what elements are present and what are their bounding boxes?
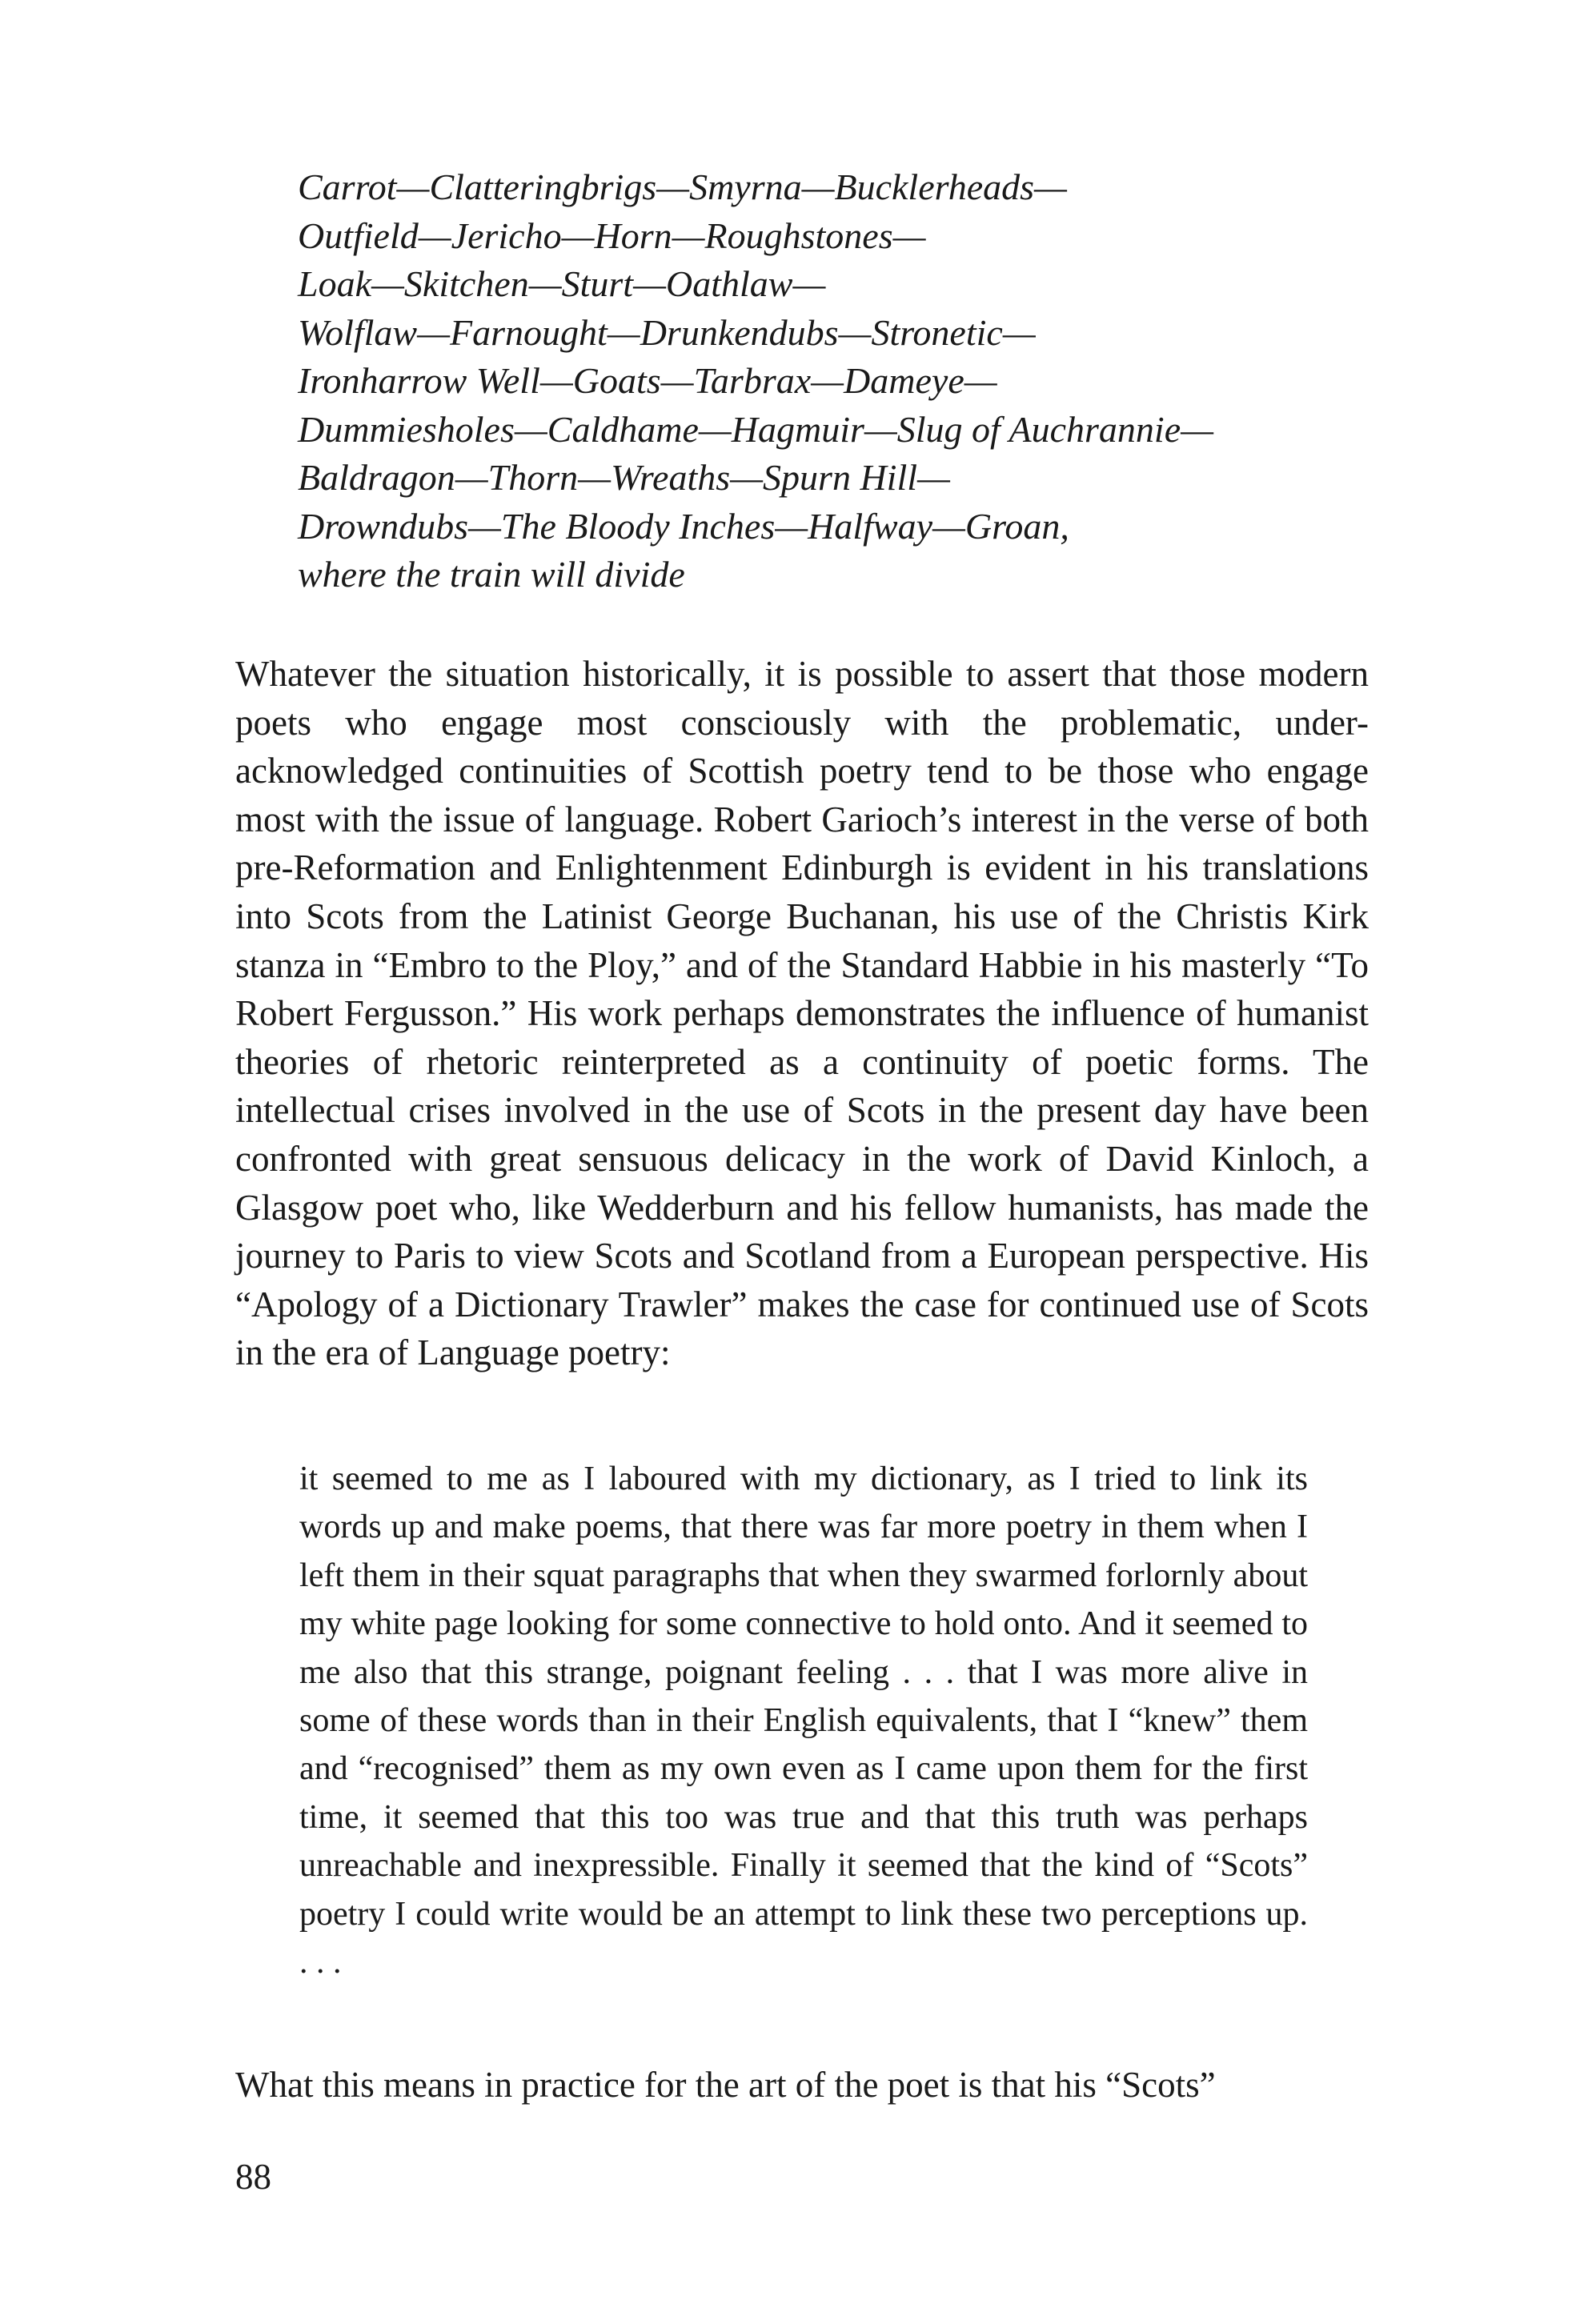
block-quote: it seemed to me as I laboured with my dictionary, as I tried to link its words up and make poems, that there was far more poetry in them when I left them in their squat paragraphs that when they swarmed forlornly about my white page looking for some connective to hold onto. And it seemed to me also that this strange, poignant feeling . . . that I was more alive in some of these words than in their English equivalents, that I “knew” them and “recognised” them as my own even as I came upon them for the first time, it seemed that this too was true and that this truth was perhaps unreachable and inexpressible. Finally it seemed that the kind of “Scots” poetry I could write would be an attempt to link these two perceptions up. . . . (299, 1461, 1308, 1981)
poem-line: Wolflaw—Farnought—Drunkendubs—Stronetic— (298, 311, 1036, 353)
poem-line: Loak—Skitchen—Sturt—Oathlaw— (298, 263, 826, 304)
page-number: 88 (235, 2157, 271, 2197)
poem-line: where the train will divide (298, 554, 685, 595)
body-paragraph: Whatever the situation historically, it is possible to assert that those modern poets who engage most consciously with the problematic, under-acknowledged continuities of Scottish poetry tend to be those who engage most with the issue of language. Robert Garioch’s interest in the verse of both pre-Reformation and Enlightenment Edinburgh is evident in his translations into Scots from the Latinist George Buchanan, his use of the Christis Kirk stanza in “Embro to the Ploy,” and of the Standard Habbie in his masterly “To Robert Fergusson.” His work perhaps demonstrates the influence of humanist theories of rhetoric reinterpreted as a continuity of poetic forms. The intellectual crises involved in the use of Scots in the present day have been confronted with great sensuous delicacy in the work of David Kinloch, a Glasgow poet who, like Wedderburn and his fellow humanists, has made the journey to Paris to view Scots and Scotland from a European perspective. His “Apology of a Dictionary Trawler” makes the case for continued use of Scots in the era of Language poetry: (235, 654, 1369, 1373)
place-name-poem (298, 163, 1418, 599)
poem-line: Drowndubs—The Bloody Inches—Halfway—Groan, (298, 505, 1069, 547)
body-paragraph-continued: What this means in practice for the art of the poet is that his “Scots” (235, 2065, 1216, 2105)
poem-line: Carrot—Clatteringbrigs—Smyrna—Bucklerheads— (298, 166, 1067, 207)
poem-line: Baldragon—Thorn—Wreaths—Spurn Hill— (298, 457, 950, 498)
poem-line: Dummiesholes—Caldhame—Hagmuir—Slug of Auchrannie— (298, 408, 1214, 450)
poem-line: Ironharrow Well—Goats—Tarbrax—Dameye— (298, 360, 997, 401)
poem-line: Outfield—Jericho—Horn—Roughstones— (298, 214, 926, 256)
